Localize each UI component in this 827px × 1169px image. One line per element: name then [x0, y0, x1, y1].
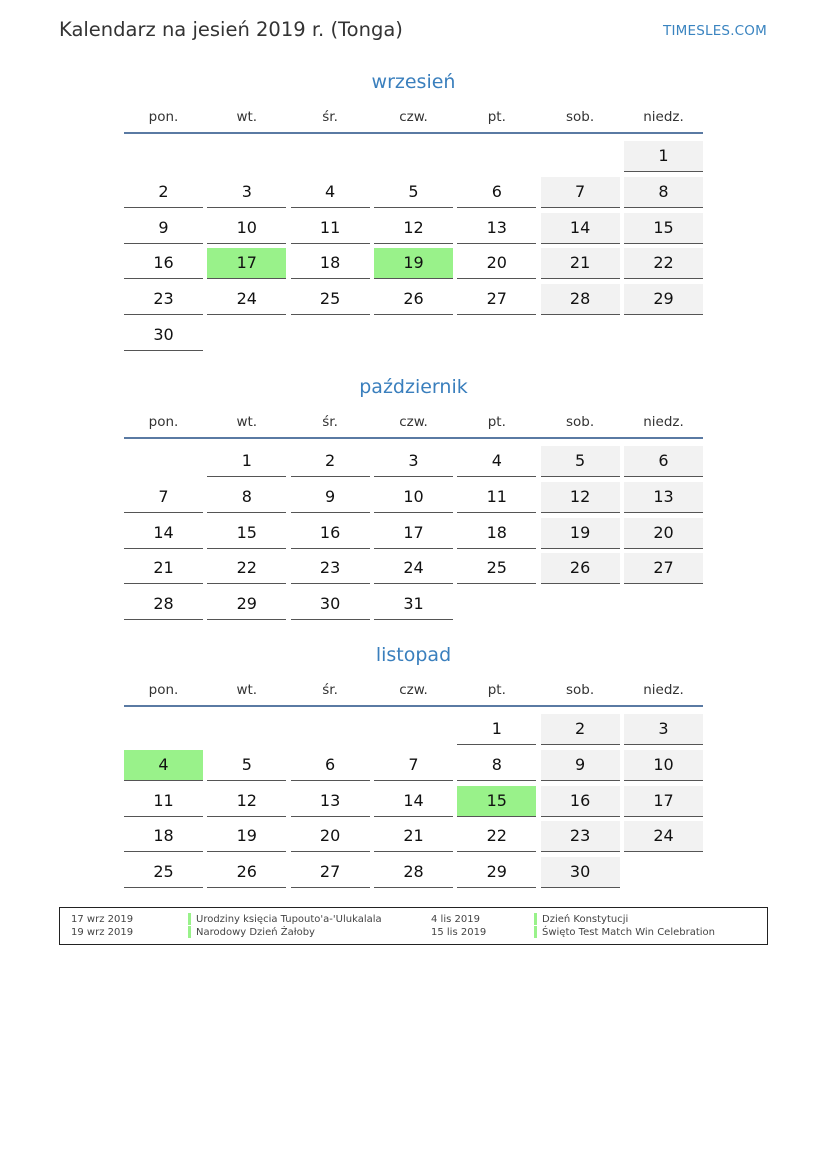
day-cell: 28	[541, 284, 620, 315]
weekday-label: niedz.	[643, 414, 684, 430]
day-cell: 12	[207, 786, 286, 817]
day-cell: 27	[291, 857, 370, 888]
day-cell: 4	[291, 177, 370, 208]
month-calendar	[124, 372, 703, 655]
day-cell: 1	[207, 446, 286, 477]
day-cell: 2	[124, 177, 203, 208]
weekday-label: niedz.	[643, 109, 684, 125]
day-cell: 30	[541, 857, 620, 888]
weekday-label: pon.	[148, 682, 179, 698]
day-cell: 3	[624, 714, 703, 745]
day-cell: 4	[457, 446, 536, 477]
legend-holiday-name: Urodziny księcia Tupouto'a-'Ulukalala	[196, 914, 382, 925]
weekday-label: śr.	[322, 109, 338, 125]
month-title: październik	[359, 376, 468, 398]
weekday-label: pon.	[148, 109, 179, 125]
day-cell: 6	[457, 177, 536, 208]
holiday-marker	[534, 926, 537, 938]
weekday-header	[124, 670, 703, 707]
day-cell: 28	[124, 589, 203, 620]
day-cell: 14	[541, 213, 620, 244]
day-cell: 5	[207, 750, 286, 781]
day-cell: 21	[541, 248, 620, 279]
day-cell: 5	[374, 177, 453, 208]
legend-holiday-name: Dzień Konstytucji	[542, 914, 629, 925]
day-cell: 30	[124, 320, 203, 351]
day-cell: 18	[124, 821, 203, 852]
day-cell: 20	[291, 821, 370, 852]
weekday-label: sob.	[566, 109, 595, 125]
day-cell: 1	[624, 141, 703, 172]
day-cell: 15	[624, 213, 703, 244]
day-cell: 13	[624, 482, 703, 513]
day-cell: 12	[374, 213, 453, 244]
day-cell: 14	[374, 786, 453, 817]
weekday-header	[124, 97, 703, 134]
weekday-label: czw.	[399, 682, 428, 698]
day-cell: 30	[291, 589, 370, 620]
site-link[interactable]: TIMESLES.COM	[663, 23, 767, 39]
day-cell: 23	[291, 553, 370, 584]
day-cell: 24	[207, 284, 286, 315]
holiday-day-cell: 15	[457, 786, 536, 817]
day-cell: 18	[457, 518, 536, 549]
day-cell: 17	[624, 786, 703, 817]
day-cell: 26	[374, 284, 453, 315]
weekday-label: wt.	[236, 414, 258, 430]
day-cell: 8	[457, 750, 536, 781]
day-cell: 20	[624, 518, 703, 549]
weekday-label: wt.	[236, 109, 258, 125]
day-cell: 6	[624, 446, 703, 477]
weekday-label: wt.	[236, 682, 258, 698]
weekday-label: czw.	[399, 414, 428, 430]
legend-date: 19 wrz 2019	[71, 927, 134, 938]
weekday-label: pt.	[487, 414, 506, 430]
weekday-label: śr.	[322, 414, 338, 430]
day-cell: 5	[541, 446, 620, 477]
day-cell: 22	[624, 248, 703, 279]
weekday-label: czw.	[399, 109, 428, 125]
day-cell: 9	[291, 482, 370, 513]
day-cell: 25	[291, 284, 370, 315]
day-cell: 16	[541, 786, 620, 817]
day-cell: 19	[207, 821, 286, 852]
day-cell: 25	[124, 857, 203, 888]
day-cell: 24	[624, 821, 703, 852]
day-cell: 10	[374, 482, 453, 513]
day-cell: 2	[541, 714, 620, 745]
day-cell: 16	[124, 248, 203, 279]
weekday-label: niedz.	[643, 682, 684, 698]
holiday-legend	[59, 907, 768, 945]
day-cell: 7	[541, 177, 620, 208]
weekday-label: sob.	[566, 414, 595, 430]
day-cell: 6	[291, 750, 370, 781]
day-cell: 22	[207, 553, 286, 584]
day-cell: 17	[374, 518, 453, 549]
day-cell: 20	[457, 248, 536, 279]
month-title: wrzesień	[371, 71, 456, 93]
holiday-day-cell: 17	[207, 248, 286, 279]
day-cell: 1	[457, 714, 536, 745]
weekday-label: sob.	[566, 682, 595, 698]
day-cell: 13	[291, 786, 370, 817]
day-cell: 25	[457, 553, 536, 584]
day-cell: 26	[541, 553, 620, 584]
day-grid	[124, 707, 703, 923]
day-cell: 3	[207, 177, 286, 208]
day-cell: 15	[207, 518, 286, 549]
day-cell: 21	[124, 553, 203, 584]
holiday-day-cell: 4	[124, 750, 203, 781]
page-title: Kalendarz na jesień 2019 r. (Tonga)	[59, 18, 403, 41]
holiday-day-cell: 19	[374, 248, 453, 279]
day-cell: 27	[457, 284, 536, 315]
day-cell: 18	[291, 248, 370, 279]
weekday-label: śr.	[322, 682, 338, 698]
weekday-label: pon.	[148, 414, 179, 430]
day-cell: 31	[374, 589, 453, 620]
day-cell: 11	[291, 213, 370, 244]
day-cell: 11	[124, 786, 203, 817]
day-cell: 8	[207, 482, 286, 513]
month-calendar	[124, 640, 703, 923]
day-cell: 10	[624, 750, 703, 781]
legend-date: 17 wrz 2019	[71, 914, 134, 925]
day-cell: 29	[457, 857, 536, 888]
day-cell: 19	[541, 518, 620, 549]
holiday-marker	[188, 926, 191, 938]
weekday-label: pt.	[487, 682, 506, 698]
day-cell: 12	[541, 482, 620, 513]
day-cell: 16	[291, 518, 370, 549]
day-cell: 22	[457, 821, 536, 852]
day-cell: 7	[124, 482, 203, 513]
holiday-marker	[534, 913, 537, 925]
day-cell: 9	[541, 750, 620, 781]
day-cell: 14	[124, 518, 203, 549]
holiday-marker	[188, 913, 191, 925]
weekday-label: pt.	[487, 109, 506, 125]
day-cell: 11	[457, 482, 536, 513]
day-grid	[124, 134, 703, 350]
day-cell: 9	[124, 213, 203, 244]
day-cell: 21	[374, 821, 453, 852]
day-cell: 3	[374, 446, 453, 477]
day-cell: 27	[624, 553, 703, 584]
legend-holiday-name: Narodowy Dzień Żałoby	[196, 927, 315, 938]
legend-date: 4 lis 2019	[431, 914, 480, 925]
day-cell: 24	[374, 553, 453, 584]
day-cell: 7	[374, 750, 453, 781]
day-cell: 13	[457, 213, 536, 244]
day-cell: 28	[374, 857, 453, 888]
day-cell: 26	[207, 857, 286, 888]
legend-date: 15 lis 2019	[431, 927, 487, 938]
day-cell: 23	[541, 821, 620, 852]
day-cell: 8	[624, 177, 703, 208]
month-calendar	[124, 67, 703, 350]
weekday-header	[124, 402, 703, 439]
month-title: listopad	[375, 644, 452, 666]
day-cell: 23	[124, 284, 203, 315]
day-cell: 10	[207, 213, 286, 244]
legend-row	[60, 926, 767, 939]
legend-holiday-name: Święto Test Match Win Celebration	[542, 927, 716, 938]
legend-row	[60, 913, 767, 926]
day-cell: 2	[291, 446, 370, 477]
day-cell: 29	[207, 589, 286, 620]
day-cell: 29	[624, 284, 703, 315]
day-grid	[124, 439, 703, 655]
